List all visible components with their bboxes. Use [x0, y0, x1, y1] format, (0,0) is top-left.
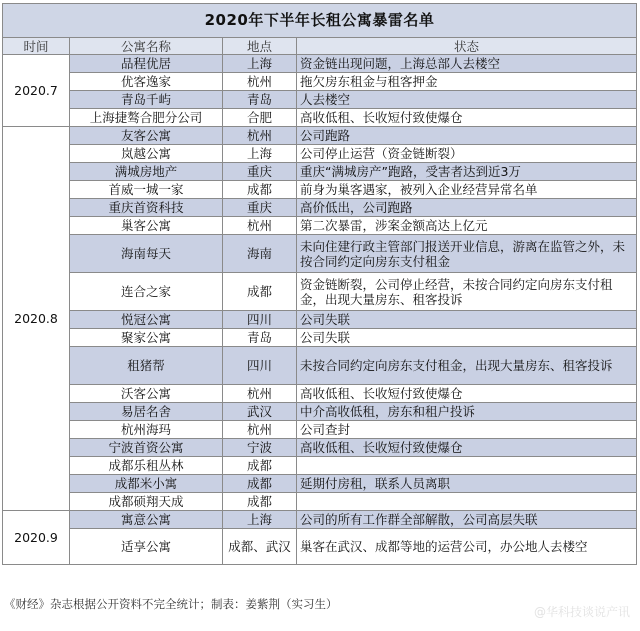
table-row — [3, 181, 637, 199]
table-title: 2020年下半年长租公寓暴雷名单 — [3, 4, 637, 38]
status-cell: 高价低出，公司跑路 — [297, 199, 637, 217]
table-row — [3, 127, 637, 145]
table-row — [3, 385, 637, 403]
status-cell: 前身为巢客遇家，被列入企业经营异常名单 — [297, 181, 637, 199]
location-cell: 杭州 — [223, 385, 297, 403]
location-cell: 杭州 — [223, 127, 297, 145]
apartment-name: 易居名舍 — [70, 403, 223, 421]
status-cell: 巢客在武汉、成都等地的运营公司，办公地人去楼空 — [297, 529, 637, 565]
location-cell: 成都、武汉 — [223, 529, 297, 565]
apartment-name: 岚越公寓 — [70, 145, 223, 163]
table-row — [3, 475, 637, 493]
header-name: 公寓名称 — [70, 38, 223, 55]
header-status: 状态 — [297, 38, 637, 55]
apartment-name: 租猪帮 — [70, 347, 223, 385]
table-row — [3, 163, 637, 181]
table-row — [3, 91, 637, 109]
status-cell: 人去楼空 — [297, 91, 637, 109]
location-cell: 四川 — [223, 347, 297, 385]
apartment-name: 悦冠公寓 — [70, 311, 223, 329]
apartment-name: 满城房地产 — [70, 163, 223, 181]
table-row — [3, 273, 637, 311]
apartment-name: 重庆首资科技 — [70, 199, 223, 217]
location-cell: 成都 — [223, 475, 297, 493]
header-location: 地点 — [223, 38, 297, 55]
apartment-name: 杭州海玛 — [70, 421, 223, 439]
apartment-name: 连合之家 — [70, 273, 223, 311]
status-cell: 高收低租、长收短付致使爆仓 — [297, 385, 637, 403]
apartment-name: 优客逸家 — [70, 73, 223, 91]
location-cell: 重庆 — [223, 199, 297, 217]
location-cell: 青岛 — [223, 329, 297, 347]
apartment-name: 青岛千屿 — [70, 91, 223, 109]
watermark-text: @华科技谈说产讯 — [533, 605, 630, 619]
apartment-name: 适享公寓 — [70, 529, 223, 565]
table-row — [3, 493, 637, 511]
apartment-name: 沃客公寓 — [70, 385, 223, 403]
blacklist-table — [2, 3, 637, 565]
apartment-name: 品程优居 — [70, 55, 223, 73]
status-cell: 公司查封 — [297, 421, 637, 439]
location-cell: 成都 — [223, 273, 297, 311]
table-row — [3, 109, 637, 127]
date-cell-sep: 2020.9 — [3, 511, 70, 565]
apartment-name: 巢客公寓 — [70, 217, 223, 235]
table-row — [3, 457, 637, 475]
status-cell: 资金链出现问题，上海总部人去楼空 — [297, 55, 637, 73]
location-cell: 海南 — [223, 235, 297, 273]
location-cell: 上海 — [223, 55, 297, 73]
status-cell: 公司跑路 — [297, 127, 637, 145]
table-row — [3, 529, 637, 565]
header-date: 时间 — [3, 38, 70, 55]
apartment-name: 成都米小寓 — [70, 475, 223, 493]
status-cell — [297, 457, 637, 475]
status-cell: 高收低租、长收短付致使爆仓 — [297, 439, 637, 457]
date-cell-aug: 2020.8 — [3, 127, 70, 511]
apartment-name: 宁波首资公寓 — [70, 439, 223, 457]
status-cell: 延期付房租，联系人员离职 — [297, 475, 637, 493]
location-cell: 宁波 — [223, 439, 297, 457]
apartment-name: 寓意公寓 — [70, 511, 223, 529]
location-cell: 合肥 — [223, 109, 297, 127]
location-cell: 上海 — [223, 511, 297, 529]
location-cell: 成都 — [223, 493, 297, 511]
apartment-name: 海南每天 — [70, 235, 223, 273]
location-cell: 杭州 — [223, 217, 297, 235]
status-cell: 公司失联 — [297, 311, 637, 329]
status-cell: 拖欠房东租金与租客押金 — [297, 73, 637, 91]
apartment-name: 成都硕翔天成 — [70, 493, 223, 511]
table-row — [3, 329, 637, 347]
table-row — [3, 347, 637, 385]
status-cell: 中介高收低租，房东和租户投诉 — [297, 403, 637, 421]
location-cell: 青岛 — [223, 91, 297, 109]
status-cell — [297, 493, 637, 511]
status-cell: 公司停止运营（资金链断裂） — [297, 145, 637, 163]
apartment-name: 友客公寓 — [70, 127, 223, 145]
location-cell: 四川 — [223, 311, 297, 329]
blacklist-table-container — [2, 3, 636, 565]
table-row — [3, 421, 637, 439]
table-row — [3, 235, 637, 273]
location-cell: 上海 — [223, 145, 297, 163]
header-row — [3, 38, 637, 55]
apartment-name: 首威一城一家 — [70, 181, 223, 199]
status-cell: 高收低租、长收短付致使爆仓 — [297, 109, 637, 127]
apartment-name: 成都乐租丛林 — [70, 457, 223, 475]
table-row — [3, 145, 637, 163]
location-cell: 武汉 — [223, 403, 297, 421]
status-cell: 第二次暴雷，涉案金额高达上亿元 — [297, 217, 637, 235]
source-footnote: 《财经》杂志根据公开资料不完全统计；制表：姜紫荆（实习生） — [4, 597, 338, 611]
table-row — [3, 73, 637, 91]
location-cell: 杭州 — [223, 73, 297, 91]
status-cell: 重庆“满城房产”跑路，受害者达到近3万 — [297, 163, 637, 181]
status-cell: 公司失联 — [297, 329, 637, 347]
location-cell: 杭州 — [223, 421, 297, 439]
location-cell: 成都 — [223, 181, 297, 199]
table-row — [3, 217, 637, 235]
table-row — [3, 55, 637, 73]
location-cell: 成都 — [223, 457, 297, 475]
table-row — [3, 311, 637, 329]
table-row — [3, 403, 637, 421]
status-cell: 公司的所有工作群全部解散，公司高层失联 — [297, 511, 637, 529]
location-cell: 重庆 — [223, 163, 297, 181]
table-row — [3, 199, 637, 217]
status-cell: 未按合同约定向房东支付租金，出现大量房东、租客投诉 — [297, 347, 637, 385]
apartment-name: 聚家公寓 — [70, 329, 223, 347]
status-cell: 资金链断裂，公司停止经营，未按合同约定向房东支付租金，出现大量房东、租客投诉 — [297, 273, 637, 311]
table-row — [3, 439, 637, 457]
date-cell-jul: 2020.7 — [3, 55, 70, 127]
apartment-name: 上海捷骜合肥分公司 — [70, 109, 223, 127]
table-row — [3, 511, 637, 529]
status-cell: 未向住建行政主管部门报送开业信息，游离在监管之外，未按合同约定向房东支付租金 — [297, 235, 637, 273]
